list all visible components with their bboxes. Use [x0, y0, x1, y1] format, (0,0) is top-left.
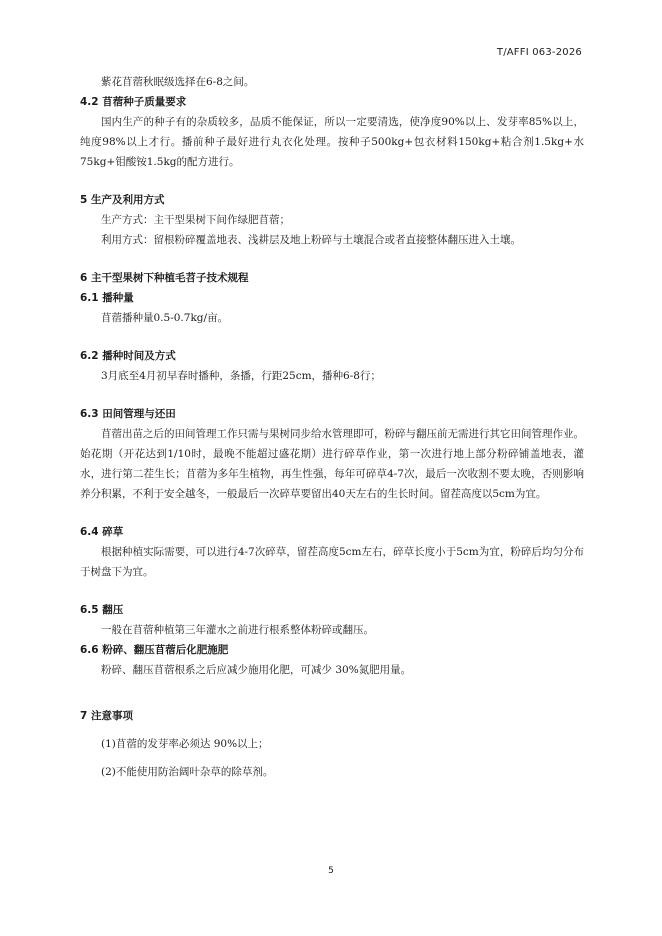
- paragraph-fertilizer: 粉碎、翻压苜蓿根系之后应减少施用化肥，可减少 30%氮肥用量。: [101, 664, 412, 676]
- heading-6-1: 6.1 播种量: [80, 292, 134, 304]
- note-item-2: (2)不能使用防治阔叶杂草的除草剂。: [101, 766, 274, 778]
- heading-5: 5 生产及利用方式: [80, 194, 165, 206]
- paragraph-dormancy: 紫花苜蓿秋眠级选择在6-8之间。: [101, 76, 255, 88]
- paragraph-seed-quality: 国内生产的种子有的杂质较多，品质不能保证，所以一定要清选，使净度90%以上、发芽率85%以上，纯度98%以上才行。播前种子最好进行丸衣化处理。按种子500kg+包衣材料150kg+粘合剂1.5kg+水75kg+钼酸铵1.5kg的配方进行。: [80, 116, 584, 168]
- note-item-1: (1)苜蓿的发芽率必须达 90%以上；: [101, 738, 269, 750]
- paragraph-production-mode: 生产方式：主干型果树下间作绿肥苜蓿；: [101, 214, 290, 226]
- heading-6-4: 6.4 碎草: [80, 526, 124, 538]
- heading-6-2: 6.2 播种时间及方式: [80, 350, 176, 362]
- paragraph-mowing: 根据种植实际需要，可以进行4-7次碎草，留茬高度5cm左右，碎草长度小于5cm为宜，粉碎后均匀分布于树盘下为宜。: [80, 546, 584, 578]
- heading-6: 6 主干型果树下种植毛苕子技术规程: [80, 272, 249, 284]
- page-number: 5: [328, 866, 334, 876]
- standard-code: T/AFFI 063-2026: [496, 47, 582, 58]
- heading-6-6: 6.6 粉碎、翻压苜蓿后化肥施肥: [80, 644, 229, 656]
- paragraph-field-management: 苜蓿出苗之后的田间管理工作只需与果树同步给水管理即可，粉碎与翻压前无需进行其它田间管理作业。始花期（开花达到1/10时，最晚不能超过盛花期）进行碎草作业，第一次进行地上部分粉碎铺盖地表，灌水，进行第二茬生长；苜蓿为多年生植物，再生性强，每年可碎草4-7次，最后一次收割不要太晚，否则影响养分积累，不利于安全越冬，一般最后一次碎草要留出40天左右的生长时间。留茬高度以5cm为宜。: [80, 428, 584, 500]
- heading-7: 7 注意事项: [80, 710, 133, 722]
- paragraph-tillage: 一般在苜蓿种植第三年灌水之前进行根系整体粉碎或翻压。: [101, 624, 374, 636]
- paragraph-utilization-mode: 利用方式：留根粉碎覆盖地表、浅耕层及地上粉碎与土壤混合或者直接整体翻压进入土壤。: [101, 234, 521, 246]
- page-content: [80, 72, 584, 782]
- heading-6-3: 6.3 田间管理与还田: [80, 408, 176, 420]
- paragraph-seeding-time: 3月底至4月初早春时播种，条播，行距25cm，播种6-8行；: [101, 370, 381, 382]
- heading-4-2: 4.2 苜蓿种子质量要求: [80, 96, 187, 108]
- heading-6-5: 6.5 翻压: [80, 604, 124, 616]
- paragraph-seeding-rate: 苜蓿播种量0.5-0.7kg/亩。: [101, 312, 229, 324]
